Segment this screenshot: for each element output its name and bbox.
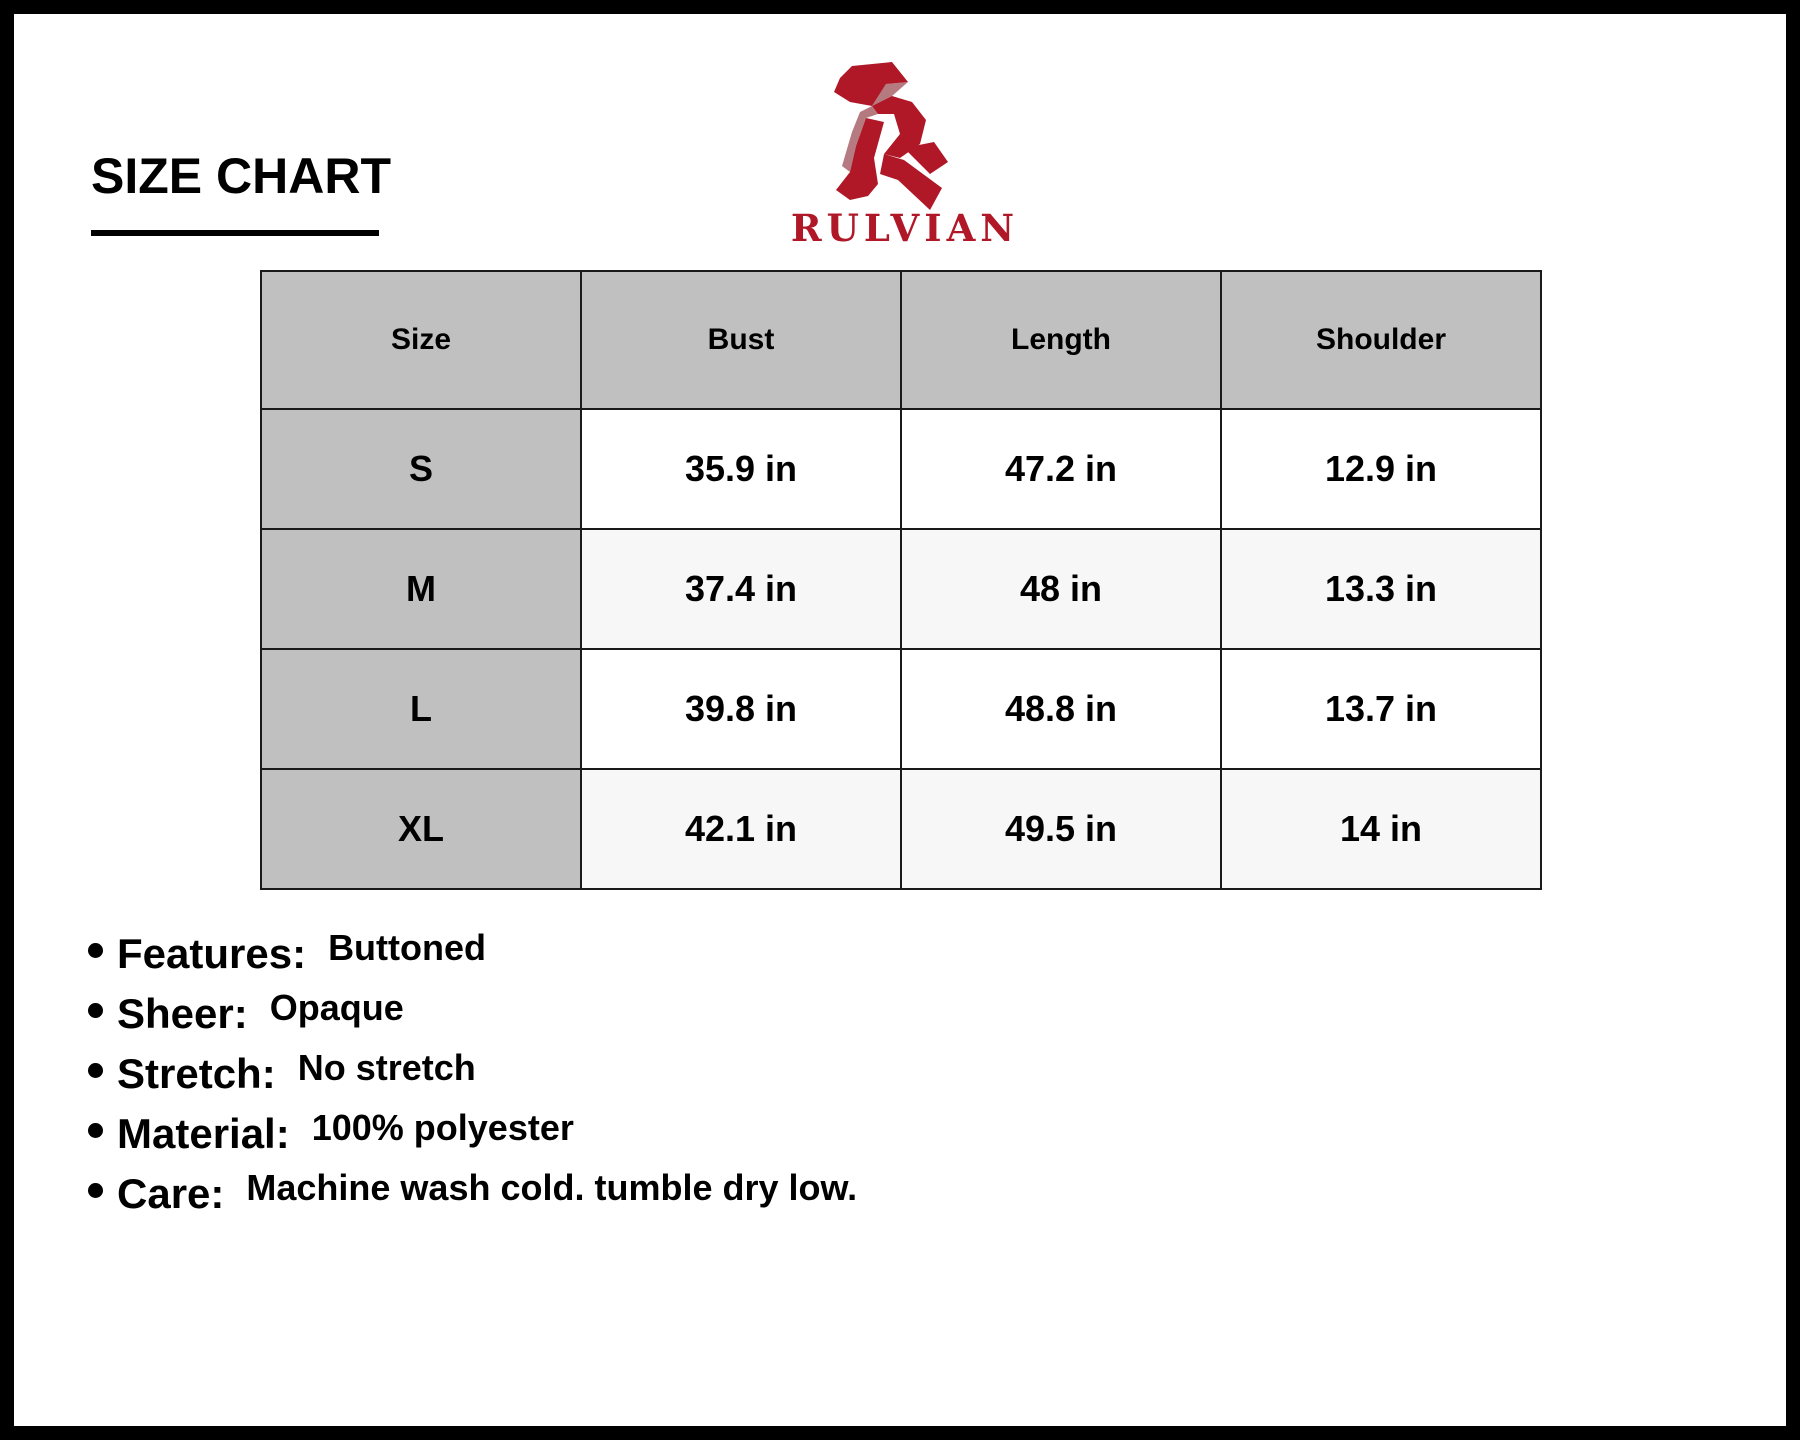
length-cell: 48 in xyxy=(901,529,1221,649)
bullet-icon xyxy=(88,1123,103,1138)
table-row xyxy=(261,769,1541,889)
bullet-icon xyxy=(88,1183,103,1198)
bust-cell: 42.1 in xyxy=(581,769,901,889)
feature-label: Care: xyxy=(117,1170,225,1217)
length-cell: 48.8 in xyxy=(901,649,1221,769)
column-header-length: Length xyxy=(901,271,1221,409)
feature-label: Sheer: xyxy=(117,990,248,1037)
table-header-row xyxy=(261,271,1541,409)
shoulder-cell: 12.9 in xyxy=(1221,409,1541,529)
list-item xyxy=(88,1107,1388,1170)
column-header-shoulder: Shoulder xyxy=(1221,271,1541,409)
bust-cell: 35.9 in xyxy=(581,409,901,529)
feature-value: No stretch xyxy=(297,1047,476,1088)
feature-label: Features: xyxy=(117,930,307,977)
title-underline xyxy=(91,230,379,236)
column-header-bust: Bust xyxy=(581,271,901,409)
feature-value: 100% polyester xyxy=(311,1107,574,1148)
column-header-size: Size xyxy=(261,271,581,409)
feature-value: Machine wash cold. tumble dry low. xyxy=(246,1167,858,1208)
size-cell: XL xyxy=(261,769,581,889)
shoulder-cell: 14 in xyxy=(1221,769,1541,889)
list-item xyxy=(88,1047,1388,1110)
shoulder-cell: 13.7 in xyxy=(1221,649,1541,769)
feature-label: Stretch: xyxy=(117,1050,276,1097)
feature-list xyxy=(88,927,1388,1230)
size-cell: M xyxy=(261,529,581,649)
length-cell: 49.5 in xyxy=(901,769,1221,889)
feature-value: Buttoned xyxy=(328,927,487,968)
table-row xyxy=(261,649,1541,769)
size-cell: S xyxy=(261,409,581,529)
length-cell: 47.2 in xyxy=(901,409,1221,529)
feature-label: Material: xyxy=(117,1110,290,1157)
list-item xyxy=(88,1167,1388,1230)
bust-cell: 37.4 in xyxy=(581,529,901,649)
bust-cell: 39.8 in xyxy=(581,649,901,769)
bullet-icon xyxy=(88,1063,103,1078)
shoulder-cell: 13.3 in xyxy=(1221,529,1541,649)
brand-name: RULVIAN xyxy=(790,206,1020,250)
list-item xyxy=(88,927,1388,990)
size-cell: L xyxy=(261,649,581,769)
list-item xyxy=(88,987,1388,1050)
table-row xyxy=(261,409,1541,529)
bullet-icon xyxy=(88,943,103,958)
table-row xyxy=(261,529,1541,649)
size-table xyxy=(260,270,1542,890)
feature-value: Opaque xyxy=(269,987,404,1028)
page-title: SIZE CHART xyxy=(91,148,391,204)
bullet-icon xyxy=(88,1003,103,1018)
